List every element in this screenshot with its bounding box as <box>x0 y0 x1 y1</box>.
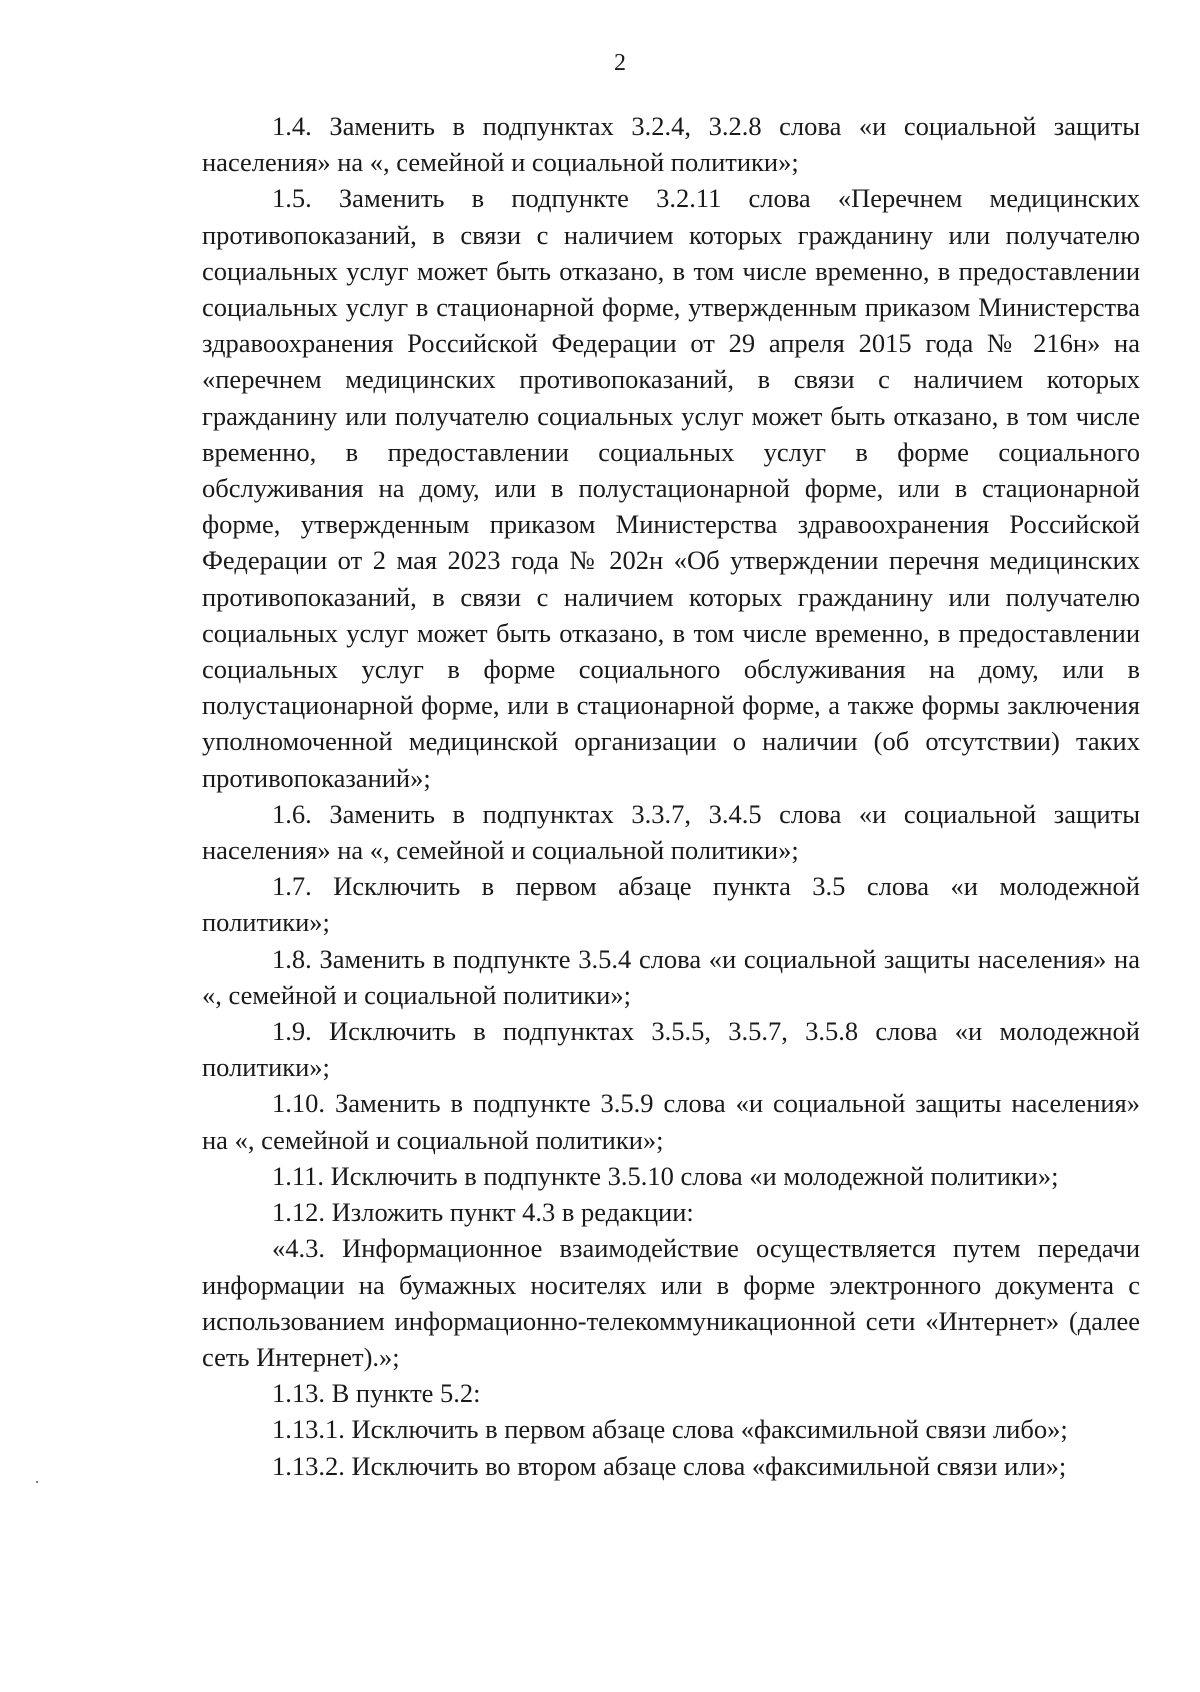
paragraph-1-11: 1.11. Исключить в подпункте 3.5.10 слова «и молодежной политики»; <box>272 1160 1059 1191</box>
paragraph-1-4: 1.4. Заменить в подпунктах 3.2.4, 3.2.8 слова «и социальной защиты населения» на «, семейной и социальной политики»; <box>202 111 1140 178</box>
page-number: 2 <box>614 50 626 76</box>
paragraph-1-9: 1.9. Исключить в подпунктах 3.5.5, 3.5.7, 3.5.8 слова «и молодежной политики»; <box>202 1016 1140 1083</box>
paragraph-1-5: 1.5. Заменить в подпункте 3.2.11 слова «Перечнем медицинских противопоказаний, в связи с наличием которых гражданину или получателю социальных услуг может быть отказано, в том числе временно, в предоставлении социальных услуг в стационарной форме, утвержденным приказом Министерства здравоохранения Российской Федерации от 29 апреля 2015 года № 216н» на «перечнем медицинских противопоказаний, в связи с наличием которых гражданину или получателю социальных услуг может быть отказано, в том числе временно, в предоставлении социальных услуг в форме социального обслуживания на дому, или в полустационарной форме, или в стационарной форме, утвержденным приказом Министерства здравоохранения Российской Федерации от 2 мая 2023 года № 202н «Об утверждении перечня медицинских противопоказаний, в связи с наличием которых гражданину или получателю социальных услуг может быть отказано, в том числе временно, в предоставлении социальных услуг в форме социального обслуживания на дому, или в полустационарной форме, или в стационарной форме, а также формы заключения уполномоченной медицинской организации о наличии (об отсутствии) таких противопоказаний»; <box>202 183 1140 793</box>
scan-speck <box>36 1481 38 1483</box>
paragraph-1-12: 1.12. Изложить пункт 4.3 в редакции: <box>272 1197 694 1228</box>
paragraph-1-6: 1.6. Заменить в подпунктах 3.3.7, 3.4.5 слова «и социальной защиты населения» на «, семейной и социальной политики»; <box>202 798 1140 866</box>
paragraph-4-3-quote: «4.3. Информационное взаимодействие осуществляется путем передачи информации на бумажных носителях или в форме электронного документа с использованием информационно-телекоммуникационной сети «Интернет» (далее сеть Интернет).»; <box>202 1233 1140 1372</box>
paragraph-1-10: 1.10. Заменить в подпункте 3.5.9 слова «и социальной защиты населения» на «, семейной и социальной политики»; <box>202 1088 1140 1155</box>
paragraph-1-13-2: 1.13.2. Исключить во втором абзаце слова «факсимильной связи или»; <box>272 1450 1067 1481</box>
paragraph-1-7: 1.7. Исключить в первом абзаце пункта 3.5 слова «и молодежной политики»; <box>202 871 1140 938</box>
paragraph-1-8: 1.8. Заменить в подпункте 3.5.4 слова «и социальной защиты населения» на «, семейной и социальной политики»; <box>202 943 1140 1010</box>
paragraph-1-13-1: 1.13.1. Исключить в первом абзаце слова «факсимильной связи либо»; <box>272 1414 1068 1445</box>
document-body <box>202 108 1140 1484</box>
paragraph-1-13: 1.13. В пункте 5.2: <box>272 1378 481 1409</box>
